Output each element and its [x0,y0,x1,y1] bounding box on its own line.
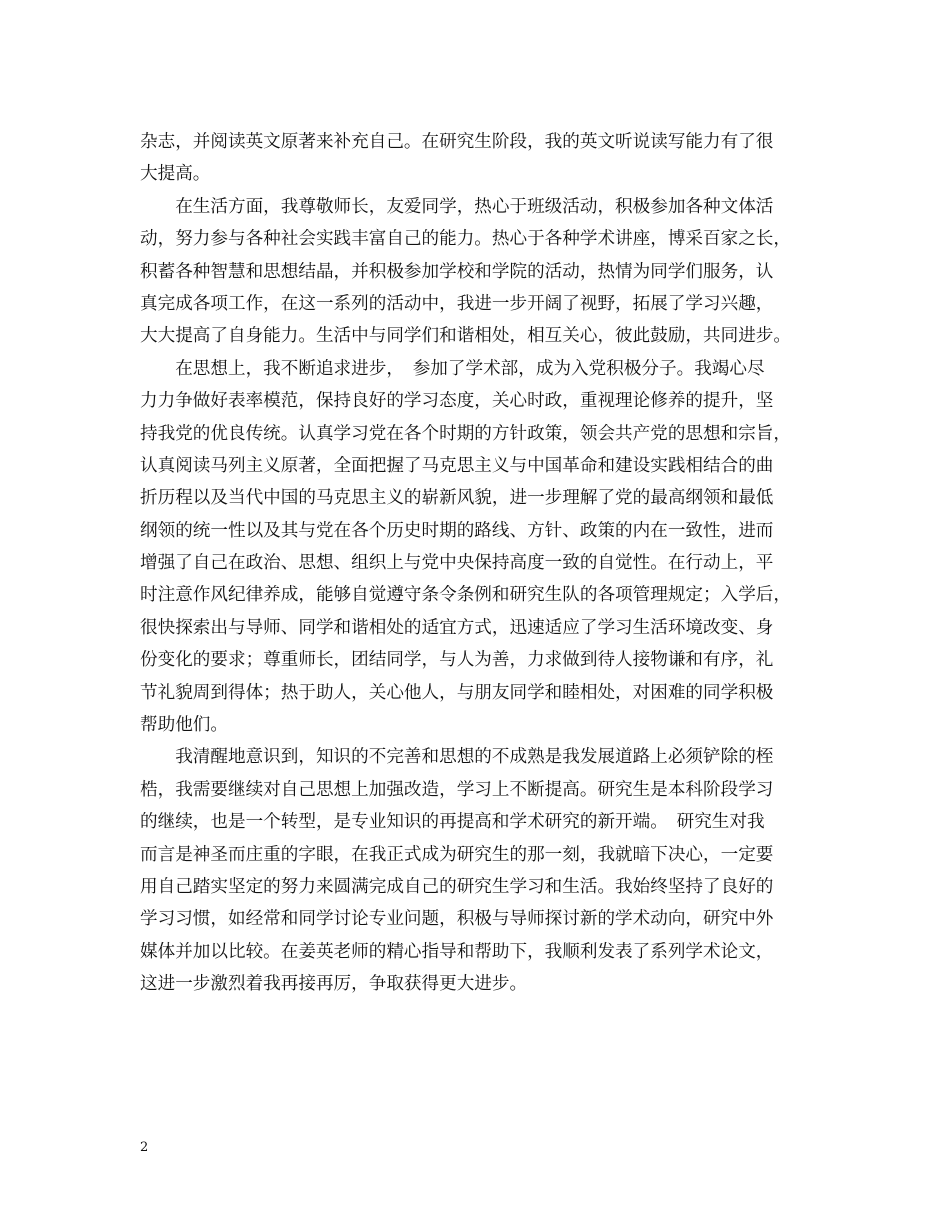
text-line: 梏，我需要继续对自己思想上加强改造，学习上不断提高。研究生是本科阶段学习 [140,779,774,800]
body-text [140,126,812,1001]
text-line: 时注意作风纪律养成，能够自觉遵守条令条例和研究生队的各项管理规定；入学后， [140,585,791,606]
text-line: 力力争做好表率模范，保持良好的学习态度，关心时政，重视理论修养的提升，坚 [140,391,774,412]
text-line: 积蓄各种智慧和思想结晶，并积极参加学校和学院的活动，热情为同学们服务，认 [140,261,774,282]
text-line: 媒体并加以比较。在姜英老师的精心指导和帮助下，我顺利发表了系列学术论文， [140,941,774,962]
text-line: 的继续，也是一个转型，是专业知识的再提高和学术研究的新开端。 研究生对我 [140,812,765,833]
text-line: 杂志，并阅读英文原著来补充自己。在研究生阶段，我的英文听说读写能力有了很 [140,132,774,152]
text-line: 很快探索出与导师、同学和谐相处的适宜方式，迅速适应了学习生活环境改变、身 [140,617,774,638]
text-line: 认真阅读马列主义原著，全面把握了马克思主义与中国革命和建设实践相结合的曲 [140,455,774,476]
text-line: 帮助他们。 [140,715,228,736]
text-line: 节礼貌周到得体；热于助人，关心他人，与朋友同学和睦相处，对困难的同学积极 [140,682,774,703]
text-line: 真完成各项工作，在这一系列的活动中，我进一步开阔了视野，拓展了学习兴趣， [140,293,774,314]
text-line: 持我党的优良传统。认真学习党在各个时期的方针政策，领会共产党的思想和宗旨， [140,423,791,444]
text-line: 在思想上，我不断追求进步， 参加了学术部，成为入党积极分子。我竭心尽 [140,358,765,379]
text-line: 纲领的统一性以及其与党在各个历史时期的路线、方针、政策的内在一致性，进而 [140,520,774,541]
text-line: 大提高。 [140,164,211,185]
text-line: 大大提高了自身能力。生活中与同学们和谐相处，相互关心，彼此鼓励，共同进步。 [140,326,791,347]
text-line: 动，努力参与各种社会实践丰富自己的能力。热心于各种学术讲座，博采百家之长， [140,229,791,250]
text-line: 增强了自己在政治、思想、组织上与党中央保持高度一致的自觉性。在行动上，平 [140,553,774,574]
text-line: 而言是神圣而庄重的字眼，在我正式成为研究生的那一刻，我就暗下决心，一定要 [140,844,774,865]
text-line: 在生活方面，我尊敬师长，友爱同学，热心于班级活动，积极参加各种文体活 [140,196,774,217]
text-line: 折历程以及当代中国的马克思主义的崭新风貌，进一步理解了党的最高纲领和最低 [140,488,774,509]
text-line: 用自己踏实坚定的努力来圆满完成自己的研究生学习和生活。我始终坚持了良好的 [140,876,774,897]
text-line: 这进一步激烈着我再接再厉，争取获得更大进步。 [140,974,528,995]
text-line: 学习习惯，如经常和同学讨论专业问题，积极与导师探讨新的学术动向，研究中外 [140,909,774,930]
text-line: 我清醒地意识到，知识的不完善和思想的不成熟是我发展道路上必须铲除的桎 [140,747,774,768]
text-line: 份变化的要求；尊重师长，团结同学，与人为善，力求做到待人接物谦和有序，礼 [140,650,774,671]
page-number: 2 [140,1140,149,1155]
